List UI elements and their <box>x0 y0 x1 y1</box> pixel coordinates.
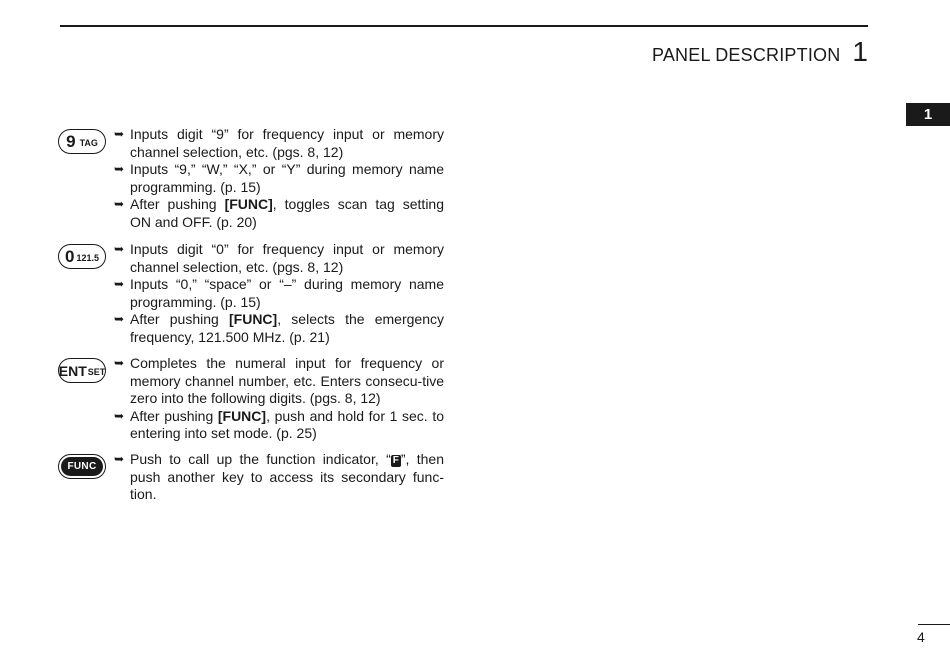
chapter-tab <box>906 103 950 126</box>
key-func-label: FUNC <box>61 457 103 476</box>
bullet-text-prefix: After pushing <box>130 407 218 424</box>
bullet-item <box>114 355 444 408</box>
bullet-text: Completes the numeral input for frequency or memory channel number, etc. Enters consecu-tive zero into the following digits. (pgs. 8, 12) <box>130 355 444 407</box>
bullet-list <box>114 355 444 443</box>
bullet-text: Inputs digit “0” for frequency input or memory channel selection, etc. (pgs. 8, 12) <box>130 241 444 275</box>
arrow-icon: ➥ <box>114 452 125 466</box>
arrow-icon: ➥ <box>114 408 125 423</box>
section-header <box>652 36 868 68</box>
bullet-text-prefix: After pushing <box>130 196 225 213</box>
arrow-icon: ➥ <box>114 162 125 177</box>
key-func-icon <box>58 454 106 479</box>
bullet-item <box>114 408 444 443</box>
bullet-text-prefix: After pushing <box>130 311 229 328</box>
key-sub-label: TAG <box>79 137 98 148</box>
bullet-item <box>114 196 444 231</box>
bullet-text-suffix: , toggles scan tag setting ON and OFF. (p. 20) <box>130 196 444 230</box>
key-main-label: ENT <box>58 362 87 379</box>
func-key-reference: [FUNC] <box>224 196 273 213</box>
chapter-tab-label: 1 <box>923 106 933 123</box>
bullet-list <box>114 126 444 232</box>
chapter-number: 1 <box>852 36 868 67</box>
bullet-text: Inputs “0,” “space” or “–” during memory name programming. (p. 15) <box>130 276 444 310</box>
key-9-tag-icon <box>58 129 106 154</box>
bullet-text-suffix: ”, then push another key to access its secondary func-tion. <box>130 451 444 503</box>
bullet-text: Inputs digit “9” for frequency input or memory channel selection, etc. (pgs. 8, 12) <box>130 126 444 160</box>
arrow-icon: ➥ <box>114 277 125 292</box>
section-title: PANEL DESCRIPTION <box>651 45 841 65</box>
bullet-item <box>114 161 444 196</box>
bullet-item <box>114 311 444 346</box>
bullet-list <box>114 241 444 347</box>
header-rule <box>60 25 868 27</box>
key-main-label: 9 <box>66 132 76 151</box>
arrow-icon: ➥ <box>114 197 125 212</box>
bullet-text: Inputs “9,” “W,” “X,” or “Y” during memory name programming. (p. 15) <box>130 161 444 195</box>
func-key-reference: [FUNC] <box>229 311 278 328</box>
bullet-text-suffix: , selects the emergency frequency, 121.500 MHz. (p. 21) <box>130 311 444 345</box>
bullet-item <box>114 241 444 276</box>
arrow-icon: ➥ <box>114 127 125 141</box>
footer-rule <box>918 624 950 625</box>
arrow-icon: ➥ <box>114 242 125 256</box>
func-key-reference: [FUNC] <box>217 407 267 424</box>
key-0-121-5-icon <box>58 244 106 269</box>
key-ent-set-icon <box>58 358 106 383</box>
page-number: 4 <box>917 629 925 645</box>
key-sub-label: 121.5 <box>76 252 99 263</box>
arrow-icon: ➥ <box>114 356 125 370</box>
key-sub-label: SET <box>87 366 106 377</box>
key-main-label: 0 <box>65 247 75 266</box>
bullet-text-prefix: Push to call up the function indicator, “ <box>130 451 391 467</box>
bullet-item <box>114 126 444 161</box>
bullet-item <box>114 451 444 504</box>
bullet-list <box>114 451 444 504</box>
function-indicator-icon: F <box>392 455 399 466</box>
arrow-icon: ➥ <box>114 312 125 327</box>
bullet-item <box>114 276 444 311</box>
bullet-text-suffix: , push and hold for 1 sec. to entering into set mode. (p. 25) <box>130 407 444 442</box>
